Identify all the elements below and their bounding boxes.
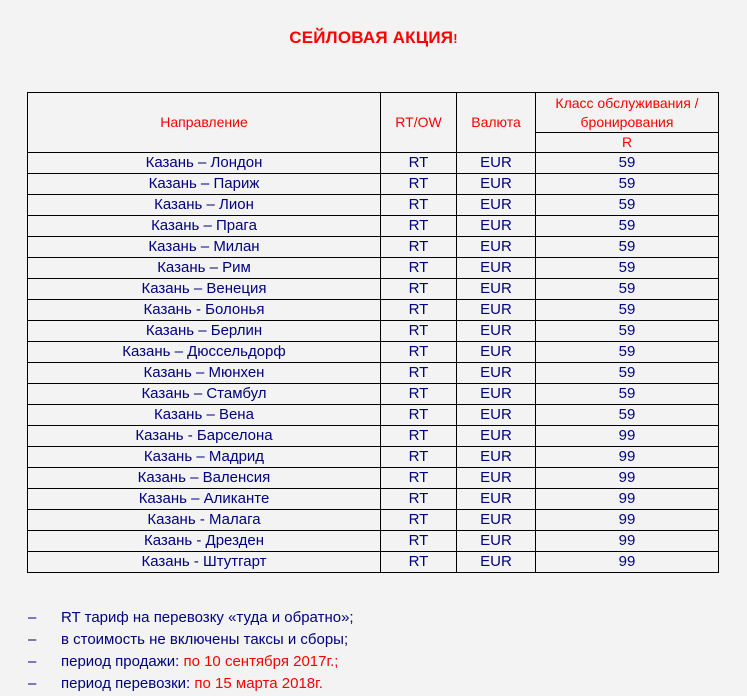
cell-direction: Казань – Лондон [28, 153, 381, 174]
title-exclamation: ! [453, 31, 458, 46]
cell-currency: EUR [457, 531, 536, 552]
cell-rtow: RT [381, 552, 457, 573]
note-taxes [28, 629, 354, 651]
table-row [28, 363, 719, 384]
cell-price: 59 [536, 153, 719, 174]
cell-price: 59 [536, 363, 719, 384]
table-row [28, 321, 719, 342]
cell-currency: EUR [457, 279, 536, 300]
cell-rtow: RT [381, 426, 457, 447]
note-label: период перевозки: [61, 675, 195, 692]
cell-price: 99 [536, 426, 719, 447]
cell-currency: EUR [457, 363, 536, 384]
table-row [28, 258, 719, 279]
table-row [28, 405, 719, 426]
cell-price: 59 [536, 321, 719, 342]
cell-currency: EUR [457, 300, 536, 321]
note-rt-fare [28, 607, 354, 629]
cell-rtow: RT [381, 384, 457, 405]
cell-rtow: RT [381, 342, 457, 363]
cell-direction: Казань - Болонья [28, 300, 381, 321]
fares-table [27, 92, 719, 573]
table-row [28, 342, 719, 363]
sale-period-value: по 10 сентября 2017г.; [183, 653, 339, 670]
cell-direction: Казань – Берлин [28, 321, 381, 342]
table-row [28, 216, 719, 237]
cell-currency: EUR [457, 174, 536, 195]
cell-price: 59 [536, 300, 719, 321]
note-bullet: – [28, 653, 37, 670]
cell-rtow: RT [381, 447, 457, 468]
cell-rtow: RT [381, 195, 457, 216]
cell-rtow: RT [381, 405, 457, 426]
cell-rtow: RT [381, 216, 457, 237]
header-currency: Валюта [457, 93, 536, 153]
header-class-code: R [536, 133, 719, 153]
cell-price: 59 [536, 195, 719, 216]
header-direction: Направление [28, 93, 381, 153]
table-row [28, 447, 719, 468]
cell-currency: EUR [457, 447, 536, 468]
cell-currency: EUR [457, 321, 536, 342]
cell-currency: EUR [457, 405, 536, 426]
title-text: СЕЙЛОВАЯ АКЦИЯ [289, 28, 454, 47]
cell-rtow: RT [381, 510, 457, 531]
cell-direction: Казань - Барселона [28, 426, 381, 447]
cell-rtow: RT [381, 531, 457, 552]
cell-direction: Казань – Аликанте [28, 489, 381, 510]
cell-rtow: RT [381, 279, 457, 300]
table-row [28, 279, 719, 300]
cell-price: 59 [536, 384, 719, 405]
header-service-class: Класс обслуживания / бронирования [536, 93, 719, 133]
table-row [28, 468, 719, 489]
cell-direction: Казань – Венеция [28, 279, 381, 300]
header-row [28, 93, 719, 133]
notes-list [28, 607, 354, 695]
cell-direction: Казань – Рим [28, 258, 381, 279]
cell-direction: Казань – Мадрид [28, 447, 381, 468]
cell-direction: Казань - Малага [28, 510, 381, 531]
cell-rtow: RT [381, 468, 457, 489]
cell-price: 59 [536, 216, 719, 237]
table-row [28, 195, 719, 216]
cell-price: 99 [536, 531, 719, 552]
cell-direction: Казань - Дрезден [28, 531, 381, 552]
cell-direction: Казань – Париж [28, 174, 381, 195]
cell-rtow: RT [381, 153, 457, 174]
cell-rtow: RT [381, 321, 457, 342]
cell-direction: Казань – Лион [28, 195, 381, 216]
cell-rtow: RT [381, 489, 457, 510]
table-row [28, 489, 719, 510]
cell-rtow: RT [381, 363, 457, 384]
header-rtow: RT/OW [381, 93, 457, 153]
cell-price: 99 [536, 447, 719, 468]
table-row [28, 237, 719, 258]
fare-rows [28, 153, 719, 573]
cell-price: 99 [536, 468, 719, 489]
cell-price: 59 [536, 342, 719, 363]
cell-rtow: RT [381, 258, 457, 279]
cell-price: 59 [536, 279, 719, 300]
note-travel-period [28, 673, 354, 695]
note-label: период продажи: [61, 653, 184, 670]
cell-price: 99 [536, 489, 719, 510]
cell-price: 99 [536, 552, 719, 573]
cell-currency: EUR [457, 552, 536, 573]
travel-period-value: по 15 марта 2018г. [194, 675, 323, 692]
table-row [28, 531, 719, 552]
cell-currency: EUR [457, 342, 536, 363]
table-row [28, 300, 719, 321]
cell-currency: EUR [457, 195, 536, 216]
note-bullet: – [28, 631, 37, 648]
cell-price: 59 [536, 237, 719, 258]
cell-currency: EUR [457, 426, 536, 447]
cell-currency: EUR [457, 489, 536, 510]
cell-price: 59 [536, 258, 719, 279]
cell-price: 59 [536, 174, 719, 195]
cell-price: 99 [536, 510, 719, 531]
table-row [28, 426, 719, 447]
note-text: в стоимость не включены таксы и сборы; [61, 631, 349, 648]
note-bullet: – [28, 609, 37, 626]
note-sale-period [28, 651, 354, 673]
cell-currency: EUR [457, 384, 536, 405]
table-row [28, 153, 719, 174]
cell-rtow: RT [381, 300, 457, 321]
cell-direction: Казань – Мюнхен [28, 363, 381, 384]
note-bullet: – [28, 675, 37, 692]
cell-direction: Казань – Дюссельдорф [28, 342, 381, 363]
cell-currency: EUR [457, 216, 536, 237]
cell-currency: EUR [457, 153, 536, 174]
cell-direction: Казань – Милан [28, 237, 381, 258]
table-row [28, 384, 719, 405]
table-row [28, 510, 719, 531]
cell-direction: Казань – Вена [28, 405, 381, 426]
page-title [0, 28, 747, 48]
cell-direction: Казань – Стамбул [28, 384, 381, 405]
cell-rtow: RT [381, 174, 457, 195]
cell-currency: EUR [457, 468, 536, 489]
cell-price: 59 [536, 405, 719, 426]
table-row [28, 174, 719, 195]
cell-currency: EUR [457, 237, 536, 258]
cell-direction: Казань – Прага [28, 216, 381, 237]
cell-currency: EUR [457, 510, 536, 531]
cell-direction: Казань – Валенсия [28, 468, 381, 489]
note-text: RT тариф на перевозку «туда и обратно»; [61, 609, 354, 626]
table-row [28, 552, 719, 573]
cell-currency: EUR [457, 258, 536, 279]
cell-direction: Казань - Штутгарт [28, 552, 381, 573]
cell-rtow: RT [381, 237, 457, 258]
